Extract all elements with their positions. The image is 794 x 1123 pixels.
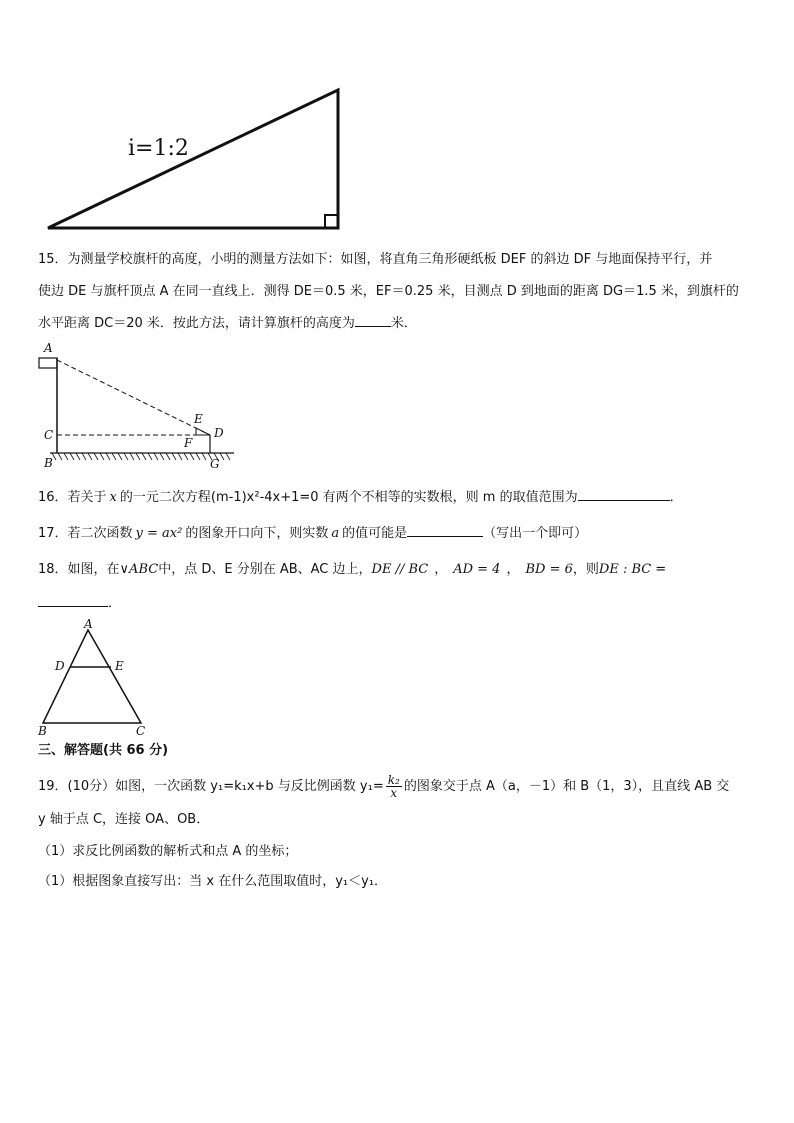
label-D: D (214, 426, 224, 440)
right-angle-mark (325, 215, 338, 228)
label-B: B (44, 456, 53, 470)
section-title: 三、解答题(共 66 分) (38, 743, 169, 758)
q15-line3-text: 水平距离 DC＝20 米．按此方法，请计算旗杆的高度为 (38, 316, 355, 331)
q16-text-a: 16．若关于 (38, 490, 107, 505)
q17-a: a (331, 526, 340, 541)
slope-triangle-figure (40, 80, 350, 235)
q17 (38, 522, 587, 544)
q18-eq: = (655, 562, 667, 577)
label-F: F (184, 436, 193, 450)
q16-end: ． (669, 490, 683, 505)
q18-ratio: DE : BC (598, 562, 652, 577)
triangle-abc-figure (30, 620, 160, 730)
slope-triangle (48, 90, 338, 228)
tri-label-B: B (38, 724, 47, 738)
q19-line2: y 轴于点 C，连接 OA、OB． (38, 812, 210, 827)
q19-text-a: 19．(10分）如图，一次函数 y₁=k₁x+b 与反比例函数 y₁= (38, 779, 384, 794)
triangle-abc (43, 630, 141, 723)
flag (39, 358, 57, 368)
slope-label: i=1:2 (128, 136, 189, 161)
q18-sep1: ， (434, 562, 448, 577)
label-C: C (44, 428, 54, 442)
tri-label-D: D (55, 659, 65, 673)
q18-cond1: DE // BC (371, 562, 429, 577)
ground-hatching (52, 453, 230, 460)
label-G: G (210, 457, 220, 471)
q19-fraction (386, 774, 402, 799)
q18-triangle: ∨ABC (119, 562, 159, 577)
q19-sub1: （1）求反比例函数的解析式和点 A 的坐标； (38, 844, 298, 859)
q16 (38, 486, 683, 508)
label-E: E (194, 412, 203, 426)
q15-line1: 15．为测量学校旗杆的高度，小明的测量方法如下：如图，将直角三角形硬纸板 DEF 的斜边 DF 与地面保持平行，并 (38, 252, 713, 267)
q18-text-c: ，则 (572, 562, 599, 577)
q18-line2 (38, 592, 121, 614)
flagpole-figure (30, 350, 240, 465)
q18 (38, 560, 666, 580)
sight-line-ad (57, 360, 210, 435)
q15-line2: 使边 DE 与旗杆顶点 A 在同一直线上．测得 DE＝0.5 米，EF＝0.25 米，目测点 D 到地面的距离 DG＝1.5 米，到旗杆的 (38, 284, 739, 299)
q17-text-c: 的值可能是 (342, 526, 408, 541)
q19-frac-den: x (390, 786, 398, 800)
q18-cond2: AD = 4 (453, 562, 501, 577)
tri-label-C: C (136, 724, 146, 738)
q19-frac-num: k₂ (387, 773, 400, 787)
q17-text-a: 17．若二次函数 (38, 526, 133, 541)
q19-text-b: 的图象交于点 A（a，－1）和 B（1，3），且直线 AB 交 (403, 779, 730, 794)
triangle-def (196, 428, 210, 435)
q19-line1 (38, 774, 729, 799)
q18-text-a: 18．如图，在 (38, 562, 120, 577)
q15-line3-end: 米． (390, 316, 417, 331)
q19-sub2: （1）根据图象直接写出：当 x 在什么范围取值时，y₁＜y₁． (38, 874, 388, 889)
tri-label-E: E (115, 659, 124, 673)
q16-x: x (109, 490, 117, 505)
q15-answer-blank[interactable] (355, 312, 391, 327)
q18-sep2: ， (506, 562, 520, 577)
q17-text-b: 的图象开口向下，则实数 (185, 526, 329, 541)
q17-formula: y = ax² (135, 526, 183, 541)
q18-text-b: 中，点 D、E 分别在 AB、AC 边上， (158, 562, 372, 577)
q16-answer-blank[interactable] (578, 486, 670, 501)
q15-line3 (38, 312, 417, 334)
label-A: A (44, 341, 53, 355)
q17-answer-blank[interactable] (407, 522, 483, 537)
q18-end: ． (108, 596, 122, 611)
q16-text-b: 的一元二次方程(m-1)x²-4x+1=0 有两个不相等的实数根，则 m 的取值范围为 (119, 490, 578, 505)
q18-answer-blank[interactable] (38, 592, 108, 607)
q18-cond3: BD = 6 (525, 562, 573, 577)
tri-label-A: A (84, 617, 93, 631)
q17-text-d: （写出一个即可） (483, 526, 588, 541)
